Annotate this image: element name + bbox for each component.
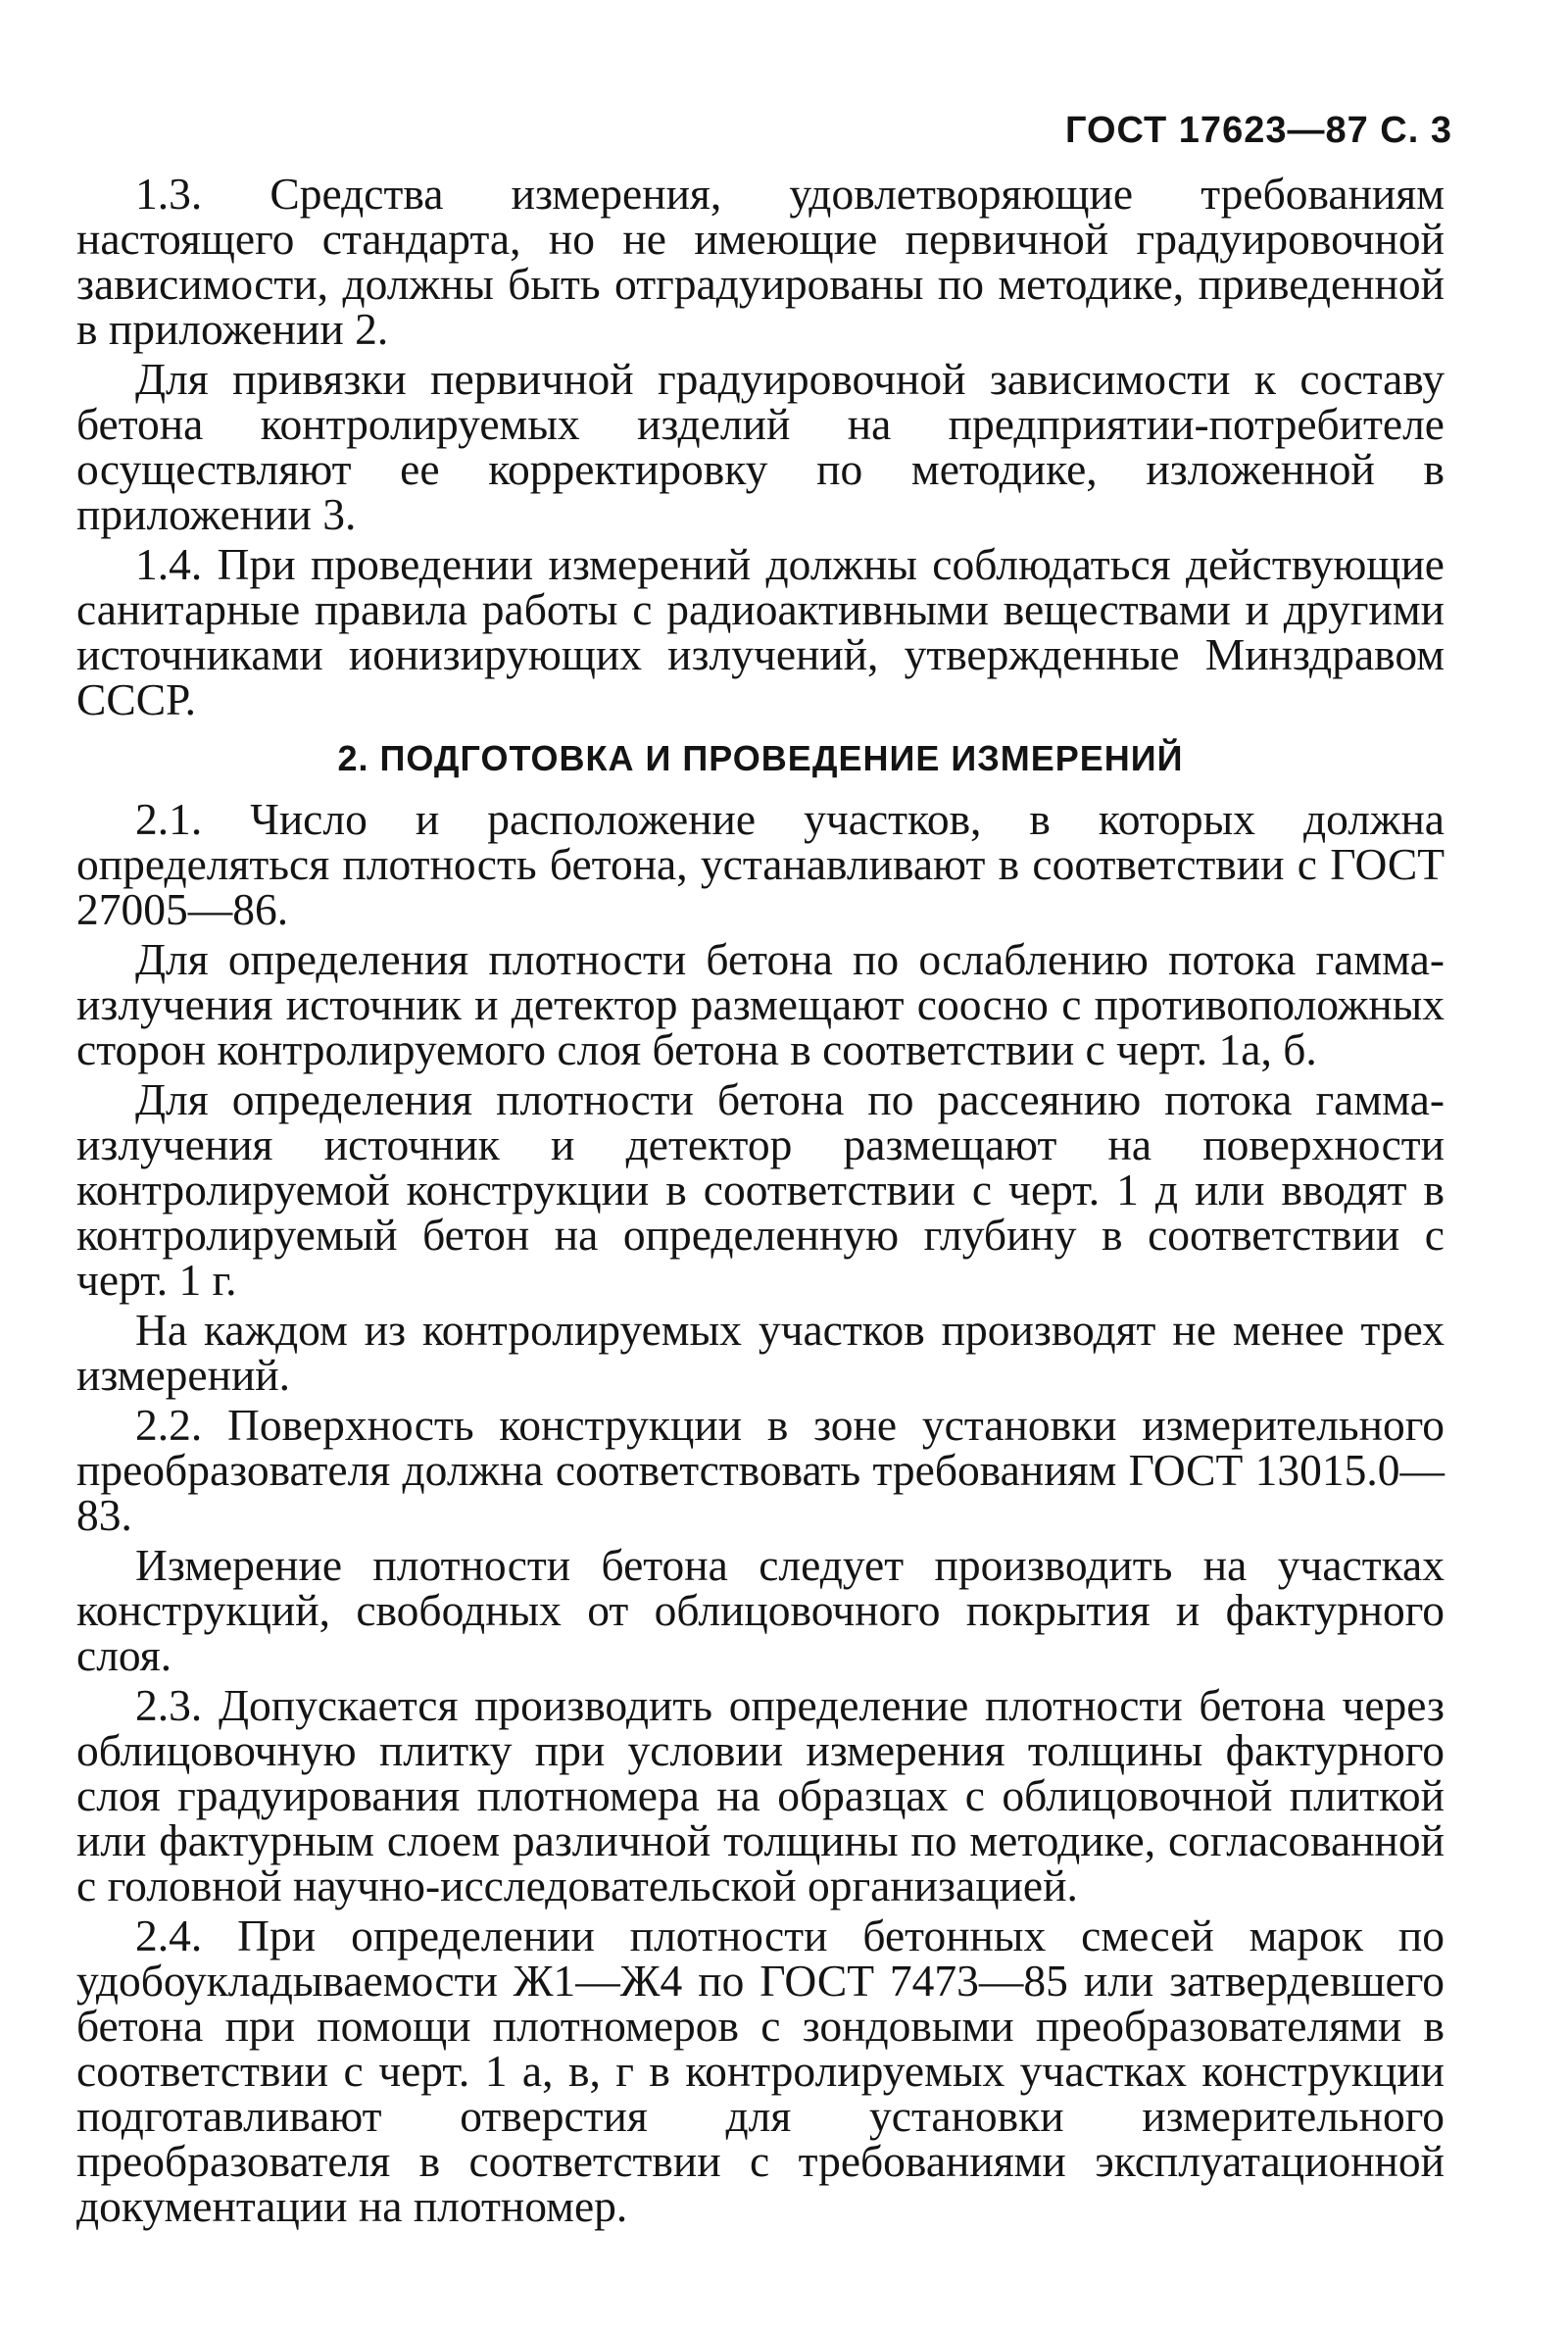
- document-body: [76, 169, 1445, 2234]
- section-2-title: 2. ПОДГОТОВКА И ПРОВЕДЕНИЕ ИЗМЕРЕНИЙ: [337, 738, 1184, 778]
- running-header: ГОСТ 17623—87 С. 3: [1064, 110, 1452, 151]
- paragraph-2-2-continued: Измерение плотности бетона следует производить на участках конструкций, свободных от облицовочного покрытия и фактурного слоя.: [76, 1540, 1445, 1680]
- paragraph-2-1-scattering: Для определения плотности бетона по рассеянию потока гамма-излучения источник и детектор размещают на поверхности контролируемой конструкции в соответствии с черт. 1 д или вводят в контролируемый бетон на определенную глубину в соответствии с черт. 1 г.: [76, 1074, 1445, 1305]
- paragraph-2-1: 2.1. Число и расположение участков, в которых должна определяться плотность бетона, устанавливают в соответствии с ГОСТ 27005—86.: [76, 794, 1445, 934]
- paragraph-2-1-attenuation: Для определения плотности бетона по ослаблению потока гамма-излучения источник и детектор размещают соосно с противоположных сторон контролируемого слоя бетона в соответствии с черт. 1а, б.: [76, 934, 1445, 1074]
- paragraph-2-4: 2.4. При определении плотности бетонных смесей марок по удобоукладываемости Ж1—Ж4 по ГОСТ 7473—85 или затвердевшего бетона при помощи плотномеров с зондовыми преобразователями в соответствии с черт. 1 а, в, г в контролируемых участках конструкции подготавливают отверстия для установки измерительного преобразователя в соответствии с требованиями эксплуатационной документации на плотномер.: [76, 1910, 1445, 2231]
- paragraph-2-1-measurements: На каждом из контролируемых участков производят не менее трех измерений.: [76, 1305, 1445, 1400]
- paragraph-2-3: 2.3. Допускается производить определение плотности бетона через облицовочную плитку при условии измерения толщины фактурного слоя градуирования плотномера на образцах с облицовочной плиткой или фактурным слоем различной толщины по методике, согласованной с головной научно-исследовательской организацией.: [76, 1680, 1445, 1910]
- paragraph-1-3: 1.3. Средства измерения, удовлетворяющие требованиям настоящего стандарта, но не имеющие первичной градуировочной зависимости, должны быть отградуированы по методике, приведенной в приложении 2.: [76, 169, 1445, 354]
- paragraph-1-4: 1.4. При проведении измерений должны соблюдаться действующие санитарные правила работы с радиоактивными веществами и другими источниками ионизирующих излучений, утвержденные Минздравом СССР.: [76, 539, 1445, 724]
- paragraph-2-2: 2.2. Поверхность конструкции в зоне установки измерительного преобразователя должна соответствовать требованиям ГОСТ 13015.0—83.: [76, 1400, 1445, 1540]
- paragraph-1-3-continued: Для привязки первичной градуировочной зависимости к составу бетона контролируемых изделий на предприятии-потребителе осуществляют ее корректировку по методике, изложенной в приложении 3.: [76, 354, 1445, 539]
